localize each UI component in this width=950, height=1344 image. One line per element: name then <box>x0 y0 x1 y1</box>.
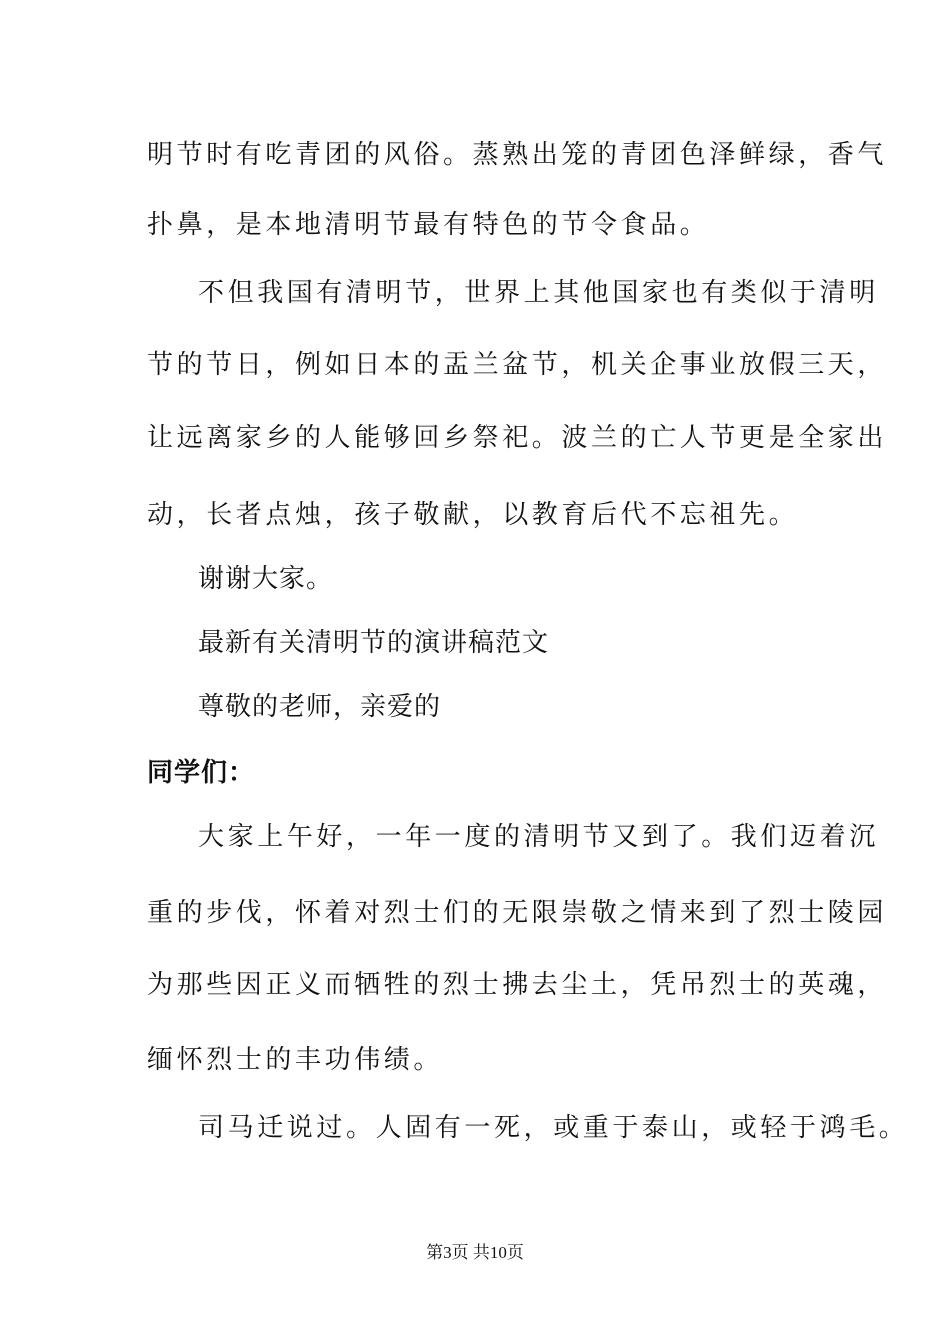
paragraph-line: 司马迁说过。人固有一死，或重于泰山，或轻于鸿毛。 <box>198 1113 909 1143</box>
paragraph-line: 动，长者点烛，孩子敬献，以教育后代不忘祖先。 <box>147 500 799 530</box>
paragraph-line: 明节时有吃青团的风俗。蒸熟出笼的青团色泽鲜绿，香气 <box>147 140 888 170</box>
paragraph-line: 节的节日，例如日本的盂兰盆节，机关企事业放假三天， <box>147 350 888 380</box>
salutation-line: 尊敬的老师，亲爱的 <box>198 692 442 722</box>
paragraph-line: 缅怀烈士的丰功伟绩。 <box>147 1045 444 1075</box>
paragraph-line: 不但我国有清明节，世界上其他国家也有类似于清明 <box>198 278 879 308</box>
speech-title: 最新有关清明节的演讲稿范文 <box>198 628 550 658</box>
page-number: 第3页 共10页 <box>426 1243 524 1262</box>
paragraph-line: 为那些因正义而牺牲的烈士拂去尘土，凭吊烈士的英魂， <box>147 970 888 1000</box>
closing-line: 谢谢大家。 <box>198 564 334 594</box>
salutation-heading: 同学们： <box>147 758 256 788</box>
paragraph-line: 扑鼻，是本地清明节最有特色的节令食品。 <box>147 210 710 240</box>
paragraph-line: 大家上午好，一年一度的清明节又到了。我们迈着沉 <box>198 822 879 852</box>
paragraph-line: 重的步伐，怀着对烈士们的无限崇敬之情来到了烈士陵园 <box>147 898 888 928</box>
paragraph-line: 让远离家乡的人能够回乡祭祀。波兰的亡人节更是全家出 <box>147 423 888 453</box>
